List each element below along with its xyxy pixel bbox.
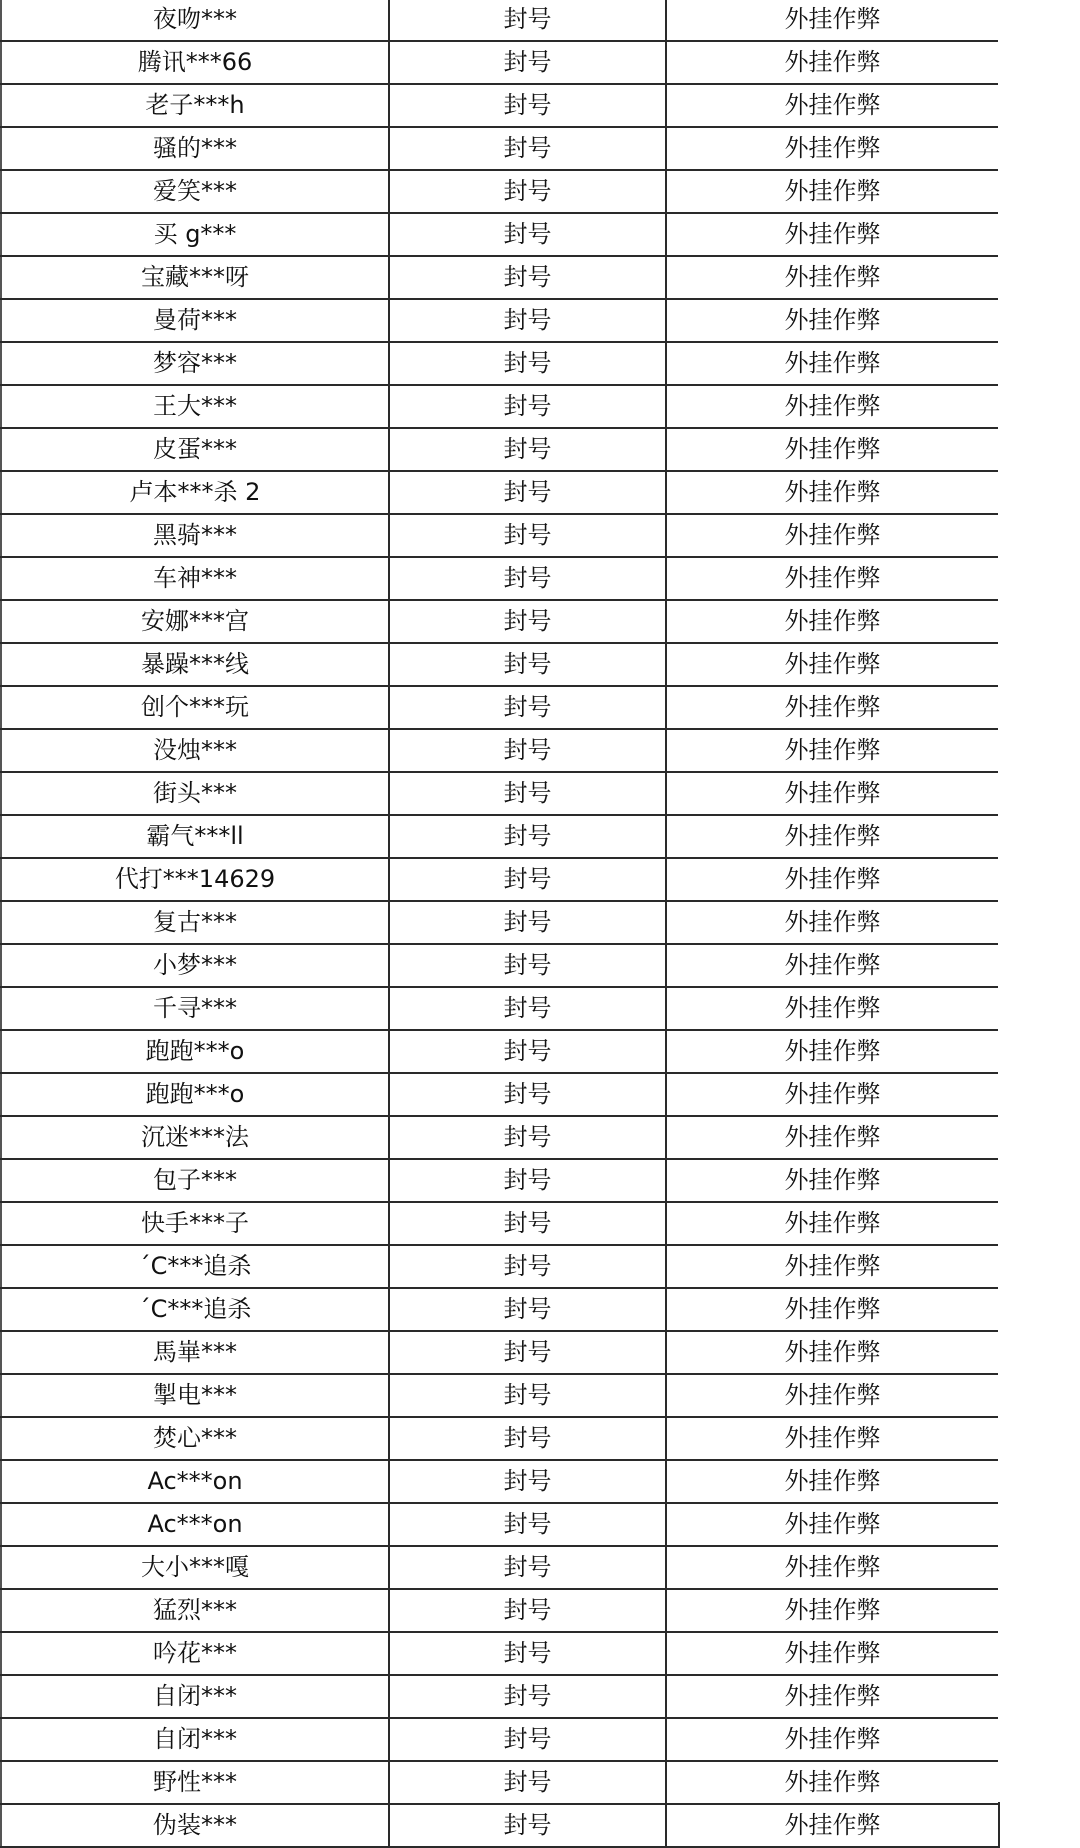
penalty-cell: 封号 (389, 901, 666, 944)
table-row (1, 170, 999, 213)
violation-reason-cell: 外挂作弊 (666, 1460, 999, 1503)
penalty-cell: 封号 (389, 1116, 666, 1159)
violation-reason-cell: 外挂作弊 (666, 1073, 999, 1116)
violation-reason-cell: 外挂作弊 (666, 1546, 999, 1589)
violation-reason-cell: 外挂作弊 (666, 1245, 999, 1288)
violation-reason-cell: 外挂作弊 (666, 944, 999, 987)
violation-reason-cell: 外挂作弊 (666, 643, 999, 686)
player-name-cell: 皮蛋*** (1, 428, 389, 471)
violation-reason-cell: 外挂作弊 (666, 428, 999, 471)
player-name-cell: 沉迷***法 (1, 1116, 389, 1159)
player-name-cell: 暴躁***线 (1, 643, 389, 686)
penalty-cell: 封号 (389, 256, 666, 299)
table-row (1, 600, 999, 643)
penalty-cell: 封号 (389, 1503, 666, 1546)
table-row (1, 1761, 999, 1804)
player-name-cell: 梦容*** (1, 342, 389, 385)
penalty-cell: 封号 (389, 1632, 666, 1675)
table-row (1, 686, 999, 729)
penalty-cell: 封号 (389, 342, 666, 385)
table-row (1, 1116, 999, 1159)
penalty-cell: 封号 (389, 987, 666, 1030)
table-row (1, 772, 999, 815)
table-row (1, 256, 999, 299)
penalty-cell: 封号 (389, 1417, 666, 1460)
violation-reason-cell: 外挂作弊 (666, 686, 999, 729)
page-right-margin (998, 0, 1080, 1802)
player-name-cell: 宝藏***呀 (1, 256, 389, 299)
violation-reason-cell: 外挂作弊 (666, 1761, 999, 1804)
player-name-cell: 自闭*** (1, 1675, 389, 1718)
penalty-cell: 封号 (389, 729, 666, 772)
violation-reason-cell: 外挂作弊 (666, 901, 999, 944)
penalty-cell: 封号 (389, 84, 666, 127)
player-name-cell: 创个***玩 (1, 686, 389, 729)
violation-reason-cell: 外挂作弊 (666, 1718, 999, 1761)
table-row (1, 987, 999, 1030)
table-row (1, 1331, 999, 1374)
table-row (1, 1245, 999, 1288)
violation-reason-cell: 外挂作弊 (666, 1675, 999, 1718)
player-name-cell: 骚的*** (1, 127, 389, 170)
table-row (1, 41, 999, 84)
violation-reason-cell: 外挂作弊 (666, 858, 999, 901)
player-name-cell: 跑跑***o (1, 1073, 389, 1116)
player-name-cell: 安娜***宫 (1, 600, 389, 643)
penalty-cell: 封号 (389, 1159, 666, 1202)
table-row (1, 557, 999, 600)
violation-reason-cell: 外挂作弊 (666, 1417, 999, 1460)
penalty-cell: 封号 (389, 1589, 666, 1632)
violation-reason-cell: 外挂作弊 (666, 299, 999, 342)
table-row (1, 1202, 999, 1245)
violation-reason-cell: 外挂作弊 (666, 600, 999, 643)
penalty-cell: 封号 (389, 858, 666, 901)
violation-reason-cell: 外挂作弊 (666, 84, 999, 127)
penalty-cell: 封号 (389, 600, 666, 643)
player-name-cell: 掣电*** (1, 1374, 389, 1417)
player-name-cell: 黑骑*** (1, 514, 389, 557)
penalty-cell: 封号 (389, 1331, 666, 1374)
violation-reason-cell: 外挂作弊 (666, 1030, 999, 1073)
table-row (1, 1288, 999, 1331)
penalty-cell: 封号 (389, 1718, 666, 1761)
penalty-cell: 封号 (389, 1374, 666, 1417)
table-row (1, 471, 999, 514)
table-row (1, 1589, 999, 1632)
table-row (1, 385, 999, 428)
violation-reason-cell: 外挂作弊 (666, 471, 999, 514)
player-name-cell: 王大*** (1, 385, 389, 428)
table-row (1, 0, 999, 41)
player-name-cell: 焚心*** (1, 1417, 389, 1460)
table-row (1, 127, 999, 170)
player-name-cell: 猛烈*** (1, 1589, 389, 1632)
table-row (1, 815, 999, 858)
violation-reason-cell: 外挂作弊 (666, 1374, 999, 1417)
penalty-cell: 封号 (389, 41, 666, 84)
violation-reason-cell: 外挂作弊 (666, 342, 999, 385)
violation-reason-cell: 外挂作弊 (666, 815, 999, 858)
table-row (1, 1159, 999, 1202)
penalty-cell: 封号 (389, 686, 666, 729)
penalty-cell: 封号 (389, 471, 666, 514)
player-name-cell: 代打***14629 (1, 858, 389, 901)
penalty-cell: 封号 (389, 1030, 666, 1073)
penalty-cell: 封号 (389, 0, 666, 41)
table-row (1, 342, 999, 385)
table-row (1, 1503, 999, 1546)
player-name-cell: 跑跑***o (1, 1030, 389, 1073)
player-name-cell: 腾讯***66 (1, 41, 389, 84)
violation-reason-cell: 外挂作弊 (666, 1159, 999, 1202)
player-name-cell: 夜吻*** (1, 0, 389, 41)
penalty-cell: 封号 (389, 170, 666, 213)
table-row (1, 1417, 999, 1460)
player-name-cell: 大小***嘎 (1, 1546, 389, 1589)
penalty-cell: 封号 (389, 557, 666, 600)
violation-reason-cell: 外挂作弊 (666, 1116, 999, 1159)
violation-reason-cell: 外挂作弊 (666, 557, 999, 600)
violation-reason-cell: 外挂作弊 (666, 1503, 999, 1546)
penalty-cell: 封号 (389, 1245, 666, 1288)
violation-reason-cell: 外挂作弊 (666, 772, 999, 815)
table-row (1, 944, 999, 987)
violation-reason-cell: 外挂作弊 (666, 127, 999, 170)
table-row (1, 901, 999, 944)
player-name-cell: Ac***on (1, 1460, 389, 1503)
table-row (1, 1546, 999, 1589)
player-name-cell: 曼荷*** (1, 299, 389, 342)
table-row (1, 1675, 999, 1718)
table-row (1, 858, 999, 901)
table-row (1, 299, 999, 342)
violation-reason-cell: 外挂作弊 (666, 41, 999, 84)
player-name-cell: 复古*** (1, 901, 389, 944)
violation-reason-cell: 外挂作弊 (666, 729, 999, 772)
violation-reason-cell: 外挂作弊 (666, 1804, 999, 1847)
table-row (1, 1374, 999, 1417)
table-row (1, 84, 999, 127)
penalty-cell: 封号 (389, 1804, 666, 1847)
penalty-cell: 封号 (389, 643, 666, 686)
penalty-cell: 封号 (389, 1761, 666, 1804)
penalty-cell: 封号 (389, 514, 666, 557)
player-name-cell: 车神*** (1, 557, 389, 600)
player-name-cell: Ac***on (1, 1503, 389, 1546)
player-name-cell: 卢本***杀 2 (1, 471, 389, 514)
table-row (1, 1718, 999, 1761)
table-row (1, 1804, 999, 1847)
violation-reason-cell: 外挂作弊 (666, 987, 999, 1030)
violation-reason-cell: 外挂作弊 (666, 514, 999, 557)
table-row (1, 1030, 999, 1073)
player-name-cell: 千寻*** (1, 987, 389, 1030)
penalty-cell: 封号 (389, 127, 666, 170)
violation-reason-cell: 外挂作弊 (666, 170, 999, 213)
table-row (1, 1460, 999, 1503)
player-name-cell: 霸气***ll (1, 815, 389, 858)
violation-reason-cell: 外挂作弊 (666, 1589, 999, 1632)
penalty-cell: 封号 (389, 1288, 666, 1331)
player-name-cell: 包子*** (1, 1159, 389, 1202)
player-name-cell: 快手***子 (1, 1202, 389, 1245)
table-row (1, 428, 999, 471)
penalty-cell: 封号 (389, 385, 666, 428)
player-name-cell: 没烛*** (1, 729, 389, 772)
player-name-cell: 馬崋*** (1, 1331, 389, 1374)
violation-reason-cell: 外挂作弊 (666, 1632, 999, 1675)
table-row (1, 643, 999, 686)
penalty-cell: 封号 (389, 772, 666, 815)
penalty-cell: 封号 (389, 299, 666, 342)
penalty-cell: 封号 (389, 1073, 666, 1116)
player-name-cell: 自闭*** (1, 1718, 389, 1761)
player-name-cell: 街头*** (1, 772, 389, 815)
table-row (1, 1073, 999, 1116)
violation-reason-cell: 外挂作弊 (666, 0, 999, 41)
penalty-cell: 封号 (389, 428, 666, 471)
penalty-cell: 封号 (389, 1460, 666, 1503)
player-name-cell: ´C***追杀 (1, 1288, 389, 1331)
penalty-cell: 封号 (389, 213, 666, 256)
table-row (1, 213, 999, 256)
ban-list-body (1, 0, 999, 1847)
violation-reason-cell: 外挂作弊 (666, 256, 999, 299)
violation-reason-cell: 外挂作弊 (666, 1331, 999, 1374)
penalty-cell: 封号 (389, 1202, 666, 1245)
player-name-cell: 小梦*** (1, 944, 389, 987)
table-row (1, 514, 999, 557)
penalty-cell: 封号 (389, 944, 666, 987)
table-row (1, 729, 999, 772)
violation-reason-cell: 外挂作弊 (666, 385, 999, 428)
penalty-cell: 封号 (389, 1675, 666, 1718)
player-name-cell: 吟花*** (1, 1632, 389, 1675)
player-name-cell: 野性*** (1, 1761, 389, 1804)
player-name-cell: 老子***h (1, 84, 389, 127)
player-name-cell: 伪装*** (1, 1804, 389, 1847)
violation-reason-cell: 外挂作弊 (666, 1202, 999, 1245)
player-name-cell: ´C***追杀 (1, 1245, 389, 1288)
violation-reason-cell: 外挂作弊 (666, 1288, 999, 1331)
penalty-cell: 封号 (389, 1546, 666, 1589)
violation-reason-cell: 外挂作弊 (666, 213, 999, 256)
table-row (1, 1632, 999, 1675)
player-name-cell: 爱笑*** (1, 170, 389, 213)
player-name-cell: 买 g*** (1, 213, 389, 256)
penalty-cell: 封号 (389, 815, 666, 858)
